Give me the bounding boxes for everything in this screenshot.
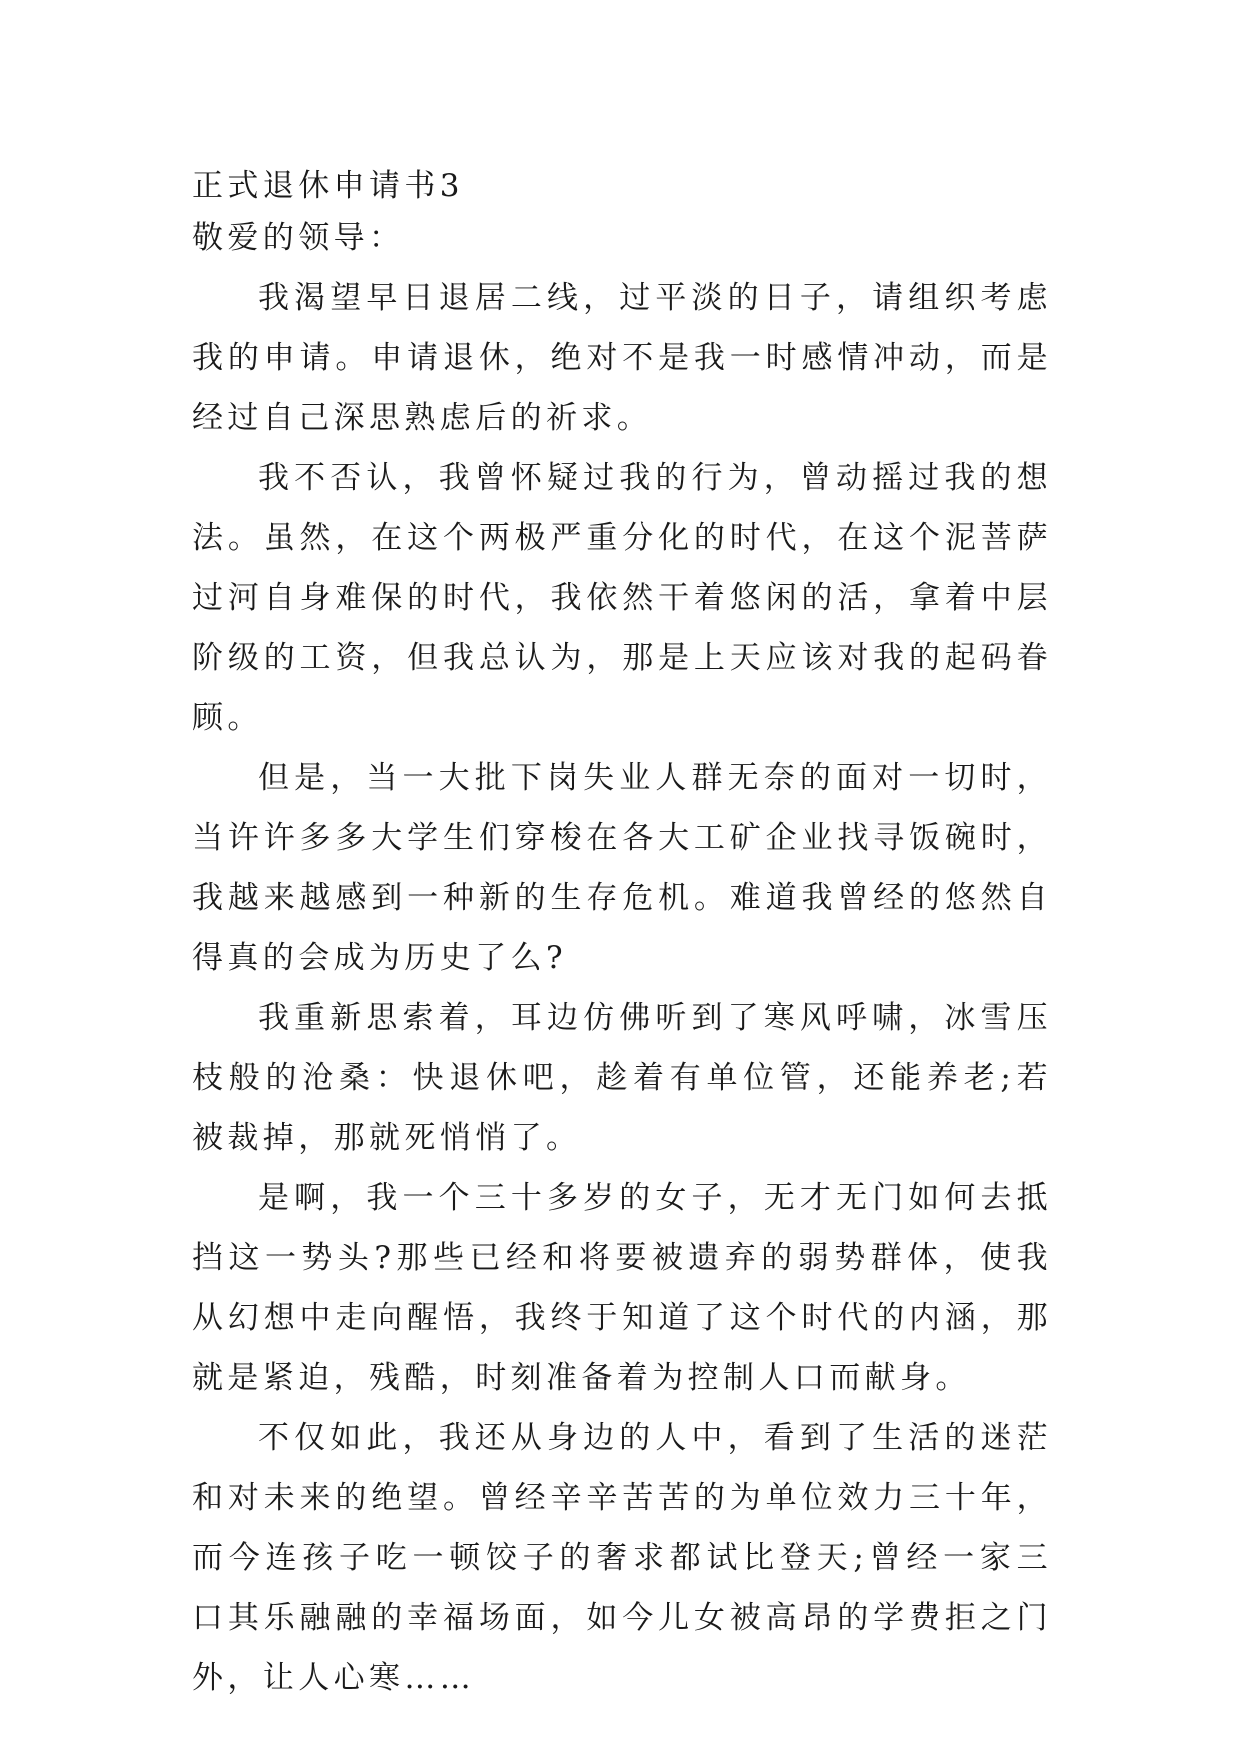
- paragraph-3: 但是，当一大批下岗失业人群无奈的面对一切时，当许许多多大学生们穿梭在各大工矿企业找寻饭碗时，我越来越感到一种新的生存危机。难道我曾经的悠然自得真的会成为历史了么?: [192, 760, 1052, 976]
- paragraph-2: 我不否认，我曾怀疑过我的行为，曾动摇过我的想法。虽然，在这个两极严重分化的时代，在这个泥菩萨过河自身难保的时代，我依然干着悠闲的活，拿着中层阶级的工资，但我总认为，那是上天应该对我的起码眷顾。: [192, 460, 1052, 736]
- paragraph-4: 我重新思索着，耳边仿佛听到了寒风呼啸，冰雪压枝般的沧桑：快退休吧，趁着有单位管，还能养老;若被裁掉，那就死悄悄了。: [192, 1000, 1052, 1156]
- document-title: 正式退休申请书3: [192, 168, 464, 204]
- document-page: [192, 160, 1052, 1708]
- salutation: 敬爱的领导：: [192, 220, 405, 256]
- paragraph-5: 是啊，我一个三十多岁的女子，无才无门如何去抵挡这一势头?那些已经和将要被遗弃的弱势群体，使我从幻想中走向醒悟，我终于知道了这个时代的内涵，那就是紧迫，残酷，时刻准备着为控制人口而献身。: [192, 1180, 1052, 1396]
- paragraph-1: 我渴望早日退居二线，过平淡的日子，请组织考虑我的申请。申请退休，绝对不是我一时感情冲动，而是经过自己深思熟虑后的祈求。: [192, 280, 1052, 436]
- paragraph-6: 不仅如此，我还从身边的人中，看到了生活的迷茫和对未来的绝望。曾经辛辛苦苦的为单位效力三十年，而今连孩子吃一顿饺子的奢求都试比登天;曾经一家三口其乐融融的幸福场面，如今儿女被高昂的学费拒之门外，让人心寒……: [192, 1420, 1052, 1696]
